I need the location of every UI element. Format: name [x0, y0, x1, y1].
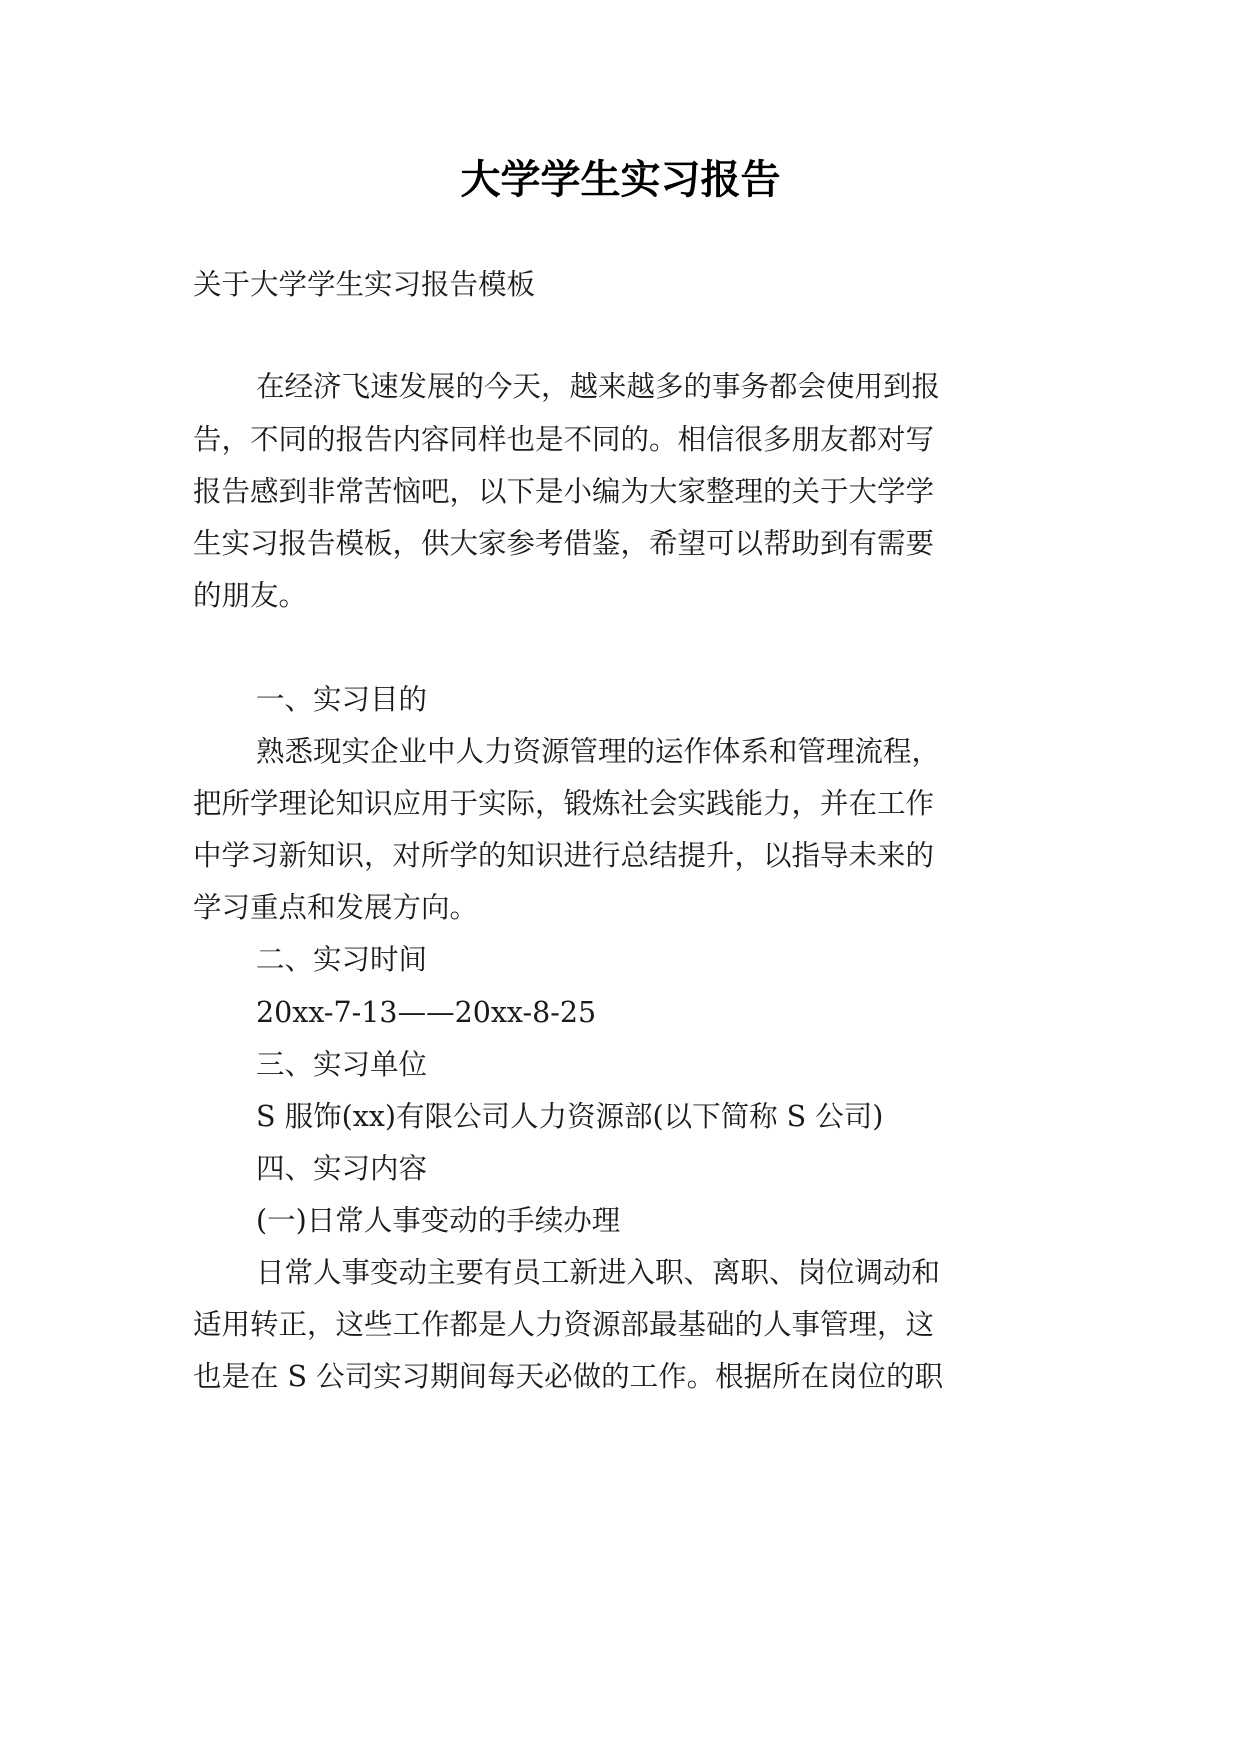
document-subtitle: 关于大学学生实习报告模板 [193, 268, 536, 301]
paragraph-line: 熟悉现实企业中人力资源管理的运作体系和管理流程， [256, 735, 941, 768]
paragraph-line: 中学习新知识，对所学的知识进行总结提升，以指导未来的 [193, 839, 935, 872]
section-heading-content: 四、实习内容 [256, 1152, 428, 1185]
intro-line: 告，不同的报告内容同样也是不同的。相信很多朋友都对写 [193, 423, 935, 456]
subsection-heading: (一)日常人事变动的手续办理 [256, 1204, 621, 1237]
section-heading-time: 二、实习时间 [256, 943, 428, 976]
paragraph-line: 日常人事变动主要有员工新进入职、离职、岗位调动和 [256, 1256, 941, 1289]
intro-line: 生实习报告模板，供大家参考借鉴，希望可以帮助到有需要 [193, 527, 935, 560]
paragraph-line: 学习重点和发展方向。 [193, 891, 479, 924]
intro-line: 的朋友。 [193, 579, 308, 612]
paragraph-line: 也是在 S 公司实习期间每天必做的工作。根据所在岗位的职 [193, 1360, 944, 1393]
paragraph-line: 适用转正，这些工作都是人力资源部最基础的人事管理，这 [193, 1308, 935, 1341]
paragraph-line: 把所学理论知识应用于实际，锻炼社会实践能力，并在工作 [193, 787, 935, 820]
section-heading-purpose: 一、实习目的 [256, 683, 428, 716]
document-title: 大学学生实习报告 [460, 157, 781, 203]
internship-date-range: 20xx-7-13——20xx-8-25 [256, 996, 597, 1029]
intro-line: 报告感到非常苦恼吧，以下是小编为大家整理的关于大学学 [193, 475, 935, 508]
intro-line: 在经济飞速发展的今天，越来越多的事务都会使用到报 [256, 370, 941, 403]
internship-unit: S 服饰(xx)有限公司人力资源部(以下简称 S 公司) [256, 1100, 884, 1133]
section-heading-unit: 三、实习单位 [256, 1048, 428, 1081]
